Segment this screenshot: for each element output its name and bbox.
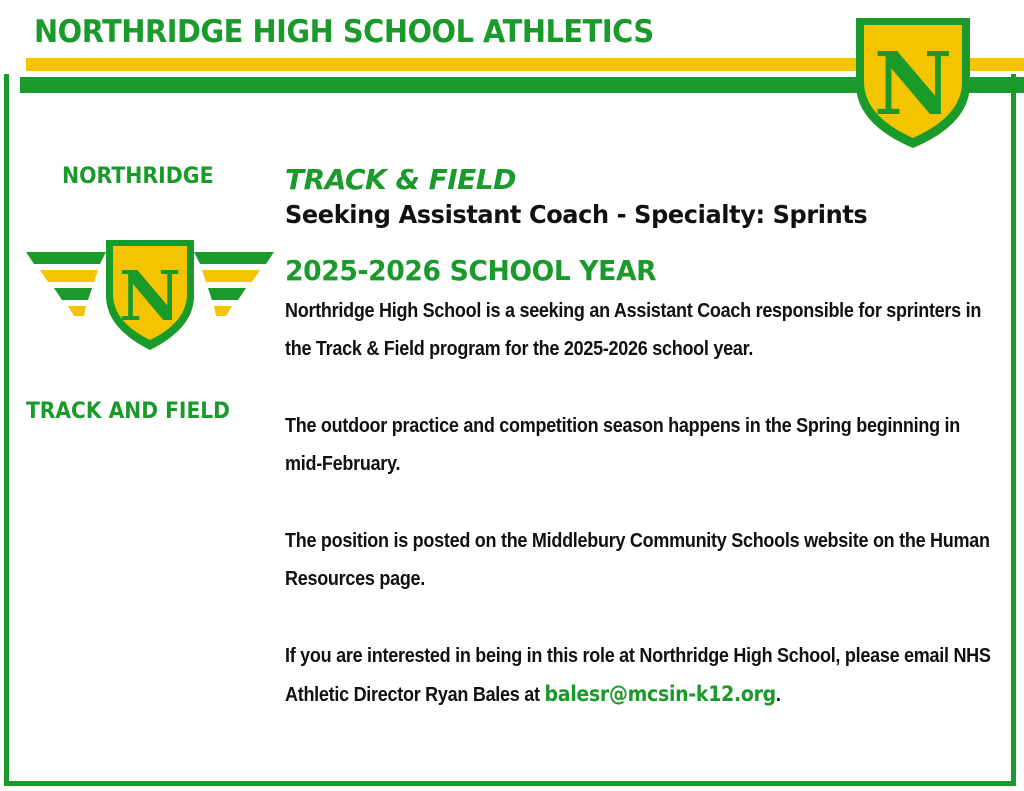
sport-heading: TRACK & FIELD bbox=[285, 163, 516, 196]
sidebar-subtitle: TRACK AND FIELD bbox=[26, 399, 230, 424]
season-paragraph: The outdoor practice and competition season happens in the Spring beginning in mid-February. bbox=[285, 415, 960, 475]
shield-letter: N bbox=[873, 34, 953, 135]
shield-logo-icon bbox=[850, 14, 976, 152]
contact-paragraph bbox=[285, 637, 996, 714]
header-title: NORTHRIDGE HIGH SCHOOL ATHLETICS bbox=[34, 14, 654, 50]
description-paragraph: Northridge High School is a seeking an Assistant Coach responsible for sprinters in the Track & Field program for the 2025-2026 school year. bbox=[285, 300, 982, 360]
contact-end: . bbox=[775, 684, 781, 706]
main-content bbox=[285, 160, 1005, 753]
contact-text: If you are interested in being in this role at Northridge High School, please email NHS Athletic Director Ryan Bales at bbox=[285, 645, 991, 706]
school-year-heading: 2025-2026 SCHOOL YEAR bbox=[285, 254, 657, 287]
posting-paragraph: The position is posted on the Middlebury Community Schools website on the Human Resources page. bbox=[285, 530, 990, 590]
contact-email-link[interactable]: balesr@mcsin-k12.org bbox=[544, 682, 776, 706]
position-title: Seeking Assistant Coach - Specialty: Sprints bbox=[285, 200, 868, 229]
sidebar-school-name: NORTHRIDGE bbox=[62, 164, 214, 189]
winged-n-logo-icon bbox=[26, 236, 274, 356]
wings-letter: N bbox=[118, 257, 182, 337]
